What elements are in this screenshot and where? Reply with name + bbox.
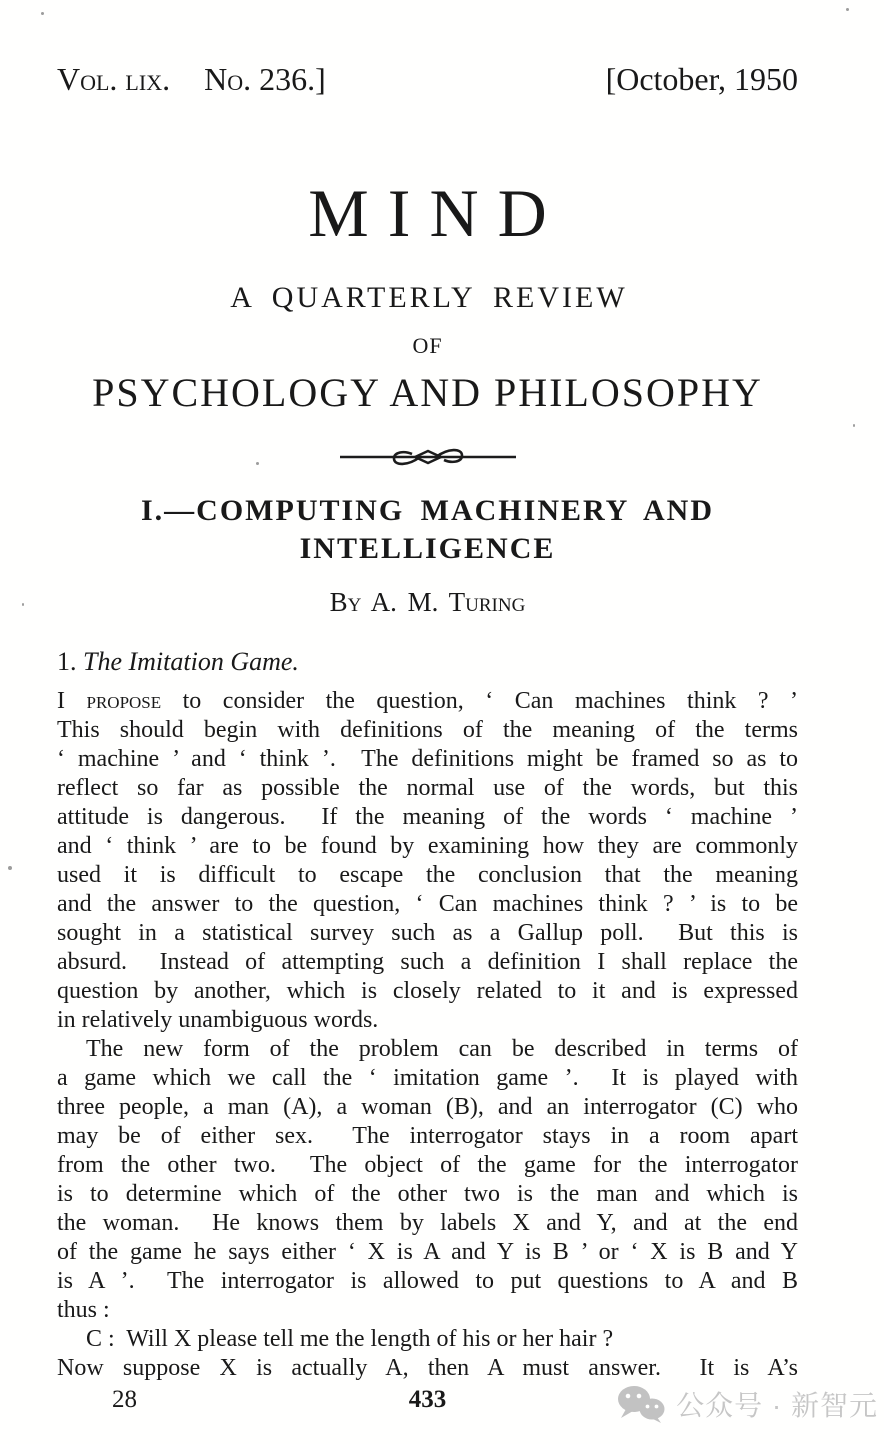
- issue-date-label: [October, 1950: [605, 61, 798, 97]
- closing-line: Now suppose X is actually A, then A must answer. It is A’s: [57, 1355, 798, 1381]
- text-line: in relatively unambiguous words.: [57, 1007, 379, 1033]
- section-heading: [57, 648, 798, 676]
- text-line: the woman. He knows them by labels X and Y, and at the end: [57, 1210, 798, 1236]
- journal-title: MIND: [308, 175, 566, 251]
- article-title: [57, 492, 798, 568]
- text-line: may be of either sex. The interrogator stays in a room apart: [57, 1123, 798, 1149]
- page-number: 433: [408, 1386, 447, 1413]
- section-number: 1.: [57, 647, 77, 676]
- text-line: ‘ machine ’ and ‘ think ’. The definitions might be framed so as to: [57, 746, 798, 772]
- text-line: I propose to consider the question, ‘ Can machines think ? ’: [57, 688, 798, 714]
- text-line: is to determine which of the other two is the man and which is: [57, 1181, 798, 1207]
- text-line: of the game he says either ‘ X is A and Y is B ’ or ‘ X is B and Y: [57, 1239, 798, 1265]
- text-line: sought in a statistical survey such as a Gallup poll. But this is: [57, 920, 798, 946]
- article-body: [57, 687, 798, 1383]
- text-line: absurd. Instead of attempting such a definition I shall replace the: [57, 949, 798, 975]
- signature-number: 28: [112, 1386, 137, 1413]
- ornamental-divider: [57, 446, 798, 468]
- scan-speck: [846, 8, 849, 11]
- text-line: used it is difficult to escape the conclusion that the meaning: [57, 862, 798, 888]
- issue-number-label: No. 236.]: [204, 61, 326, 97]
- dialogue-line: C : Will X please tell me the length of his or her hair ?: [86, 1326, 614, 1352]
- paragraph-2: [57, 1035, 798, 1325]
- journal-subtitle-2: PSYCHOLOGY AND PHILOSOPHY: [92, 370, 763, 415]
- section-title: The Imitation Game.: [83, 647, 299, 676]
- journal-subtitle-of: OF: [412, 333, 443, 358]
- scan-speck: [256, 462, 259, 465]
- watermark-text: 公众号 · 新智元: [676, 1390, 878, 1421]
- scan-speck: [41, 12, 44, 15]
- article-title-line-2: INTELLIGENCE: [299, 532, 556, 565]
- text-line: This should begin with definitions of the meaning of the terms: [57, 717, 798, 743]
- masthead-volume-number: [57, 62, 326, 96]
- author-byline: By A. M. Turing: [329, 587, 526, 617]
- watermark: [616, 1384, 878, 1424]
- masthead: [57, 62, 798, 96]
- article-title-line-1: I.—COMPUTING MACHINERY AND: [141, 494, 714, 527]
- text-line: attitude is dangerous. If the meaning of the words ‘ machine ’: [57, 804, 798, 830]
- text-line: The new form of the problem can be described in terms of: [86, 1036, 798, 1062]
- scan-speck: [22, 603, 24, 606]
- text-line: and ‘ think ’ are to be found by examining how they are commonly: [57, 833, 798, 859]
- text-line: from the other two. The object of the game for the interrogator: [57, 1152, 798, 1178]
- journal-subtitle: A QUARTERLY REVIEW: [230, 281, 628, 314]
- text-line: is A ’. The interrogator is allowed to put questions to A and B: [57, 1268, 798, 1294]
- scan-speck: [8, 866, 12, 870]
- scan-speck: [853, 424, 855, 427]
- text-line: thus :: [57, 1297, 110, 1323]
- text-line: reflect so far as possible the normal use of the words, but this: [57, 775, 798, 801]
- paragraph-1: [57, 687, 798, 1035]
- wechat-icon: [616, 1384, 666, 1424]
- text-line: question by another, which is closely related to it and is expressed: [57, 978, 798, 1004]
- text-line: and the answer to the question, ‘ Can machines think ? ’ is to be: [57, 891, 798, 917]
- text-line: a game which we call the ‘ imitation game ’. It is played with: [57, 1065, 798, 1091]
- text-line: three people, a man (A), a woman (B), and an interrogator (C) who: [57, 1094, 798, 1120]
- knot-ornament-icon: [340, 446, 516, 468]
- volume-label: Vol. lix.: [57, 61, 171, 97]
